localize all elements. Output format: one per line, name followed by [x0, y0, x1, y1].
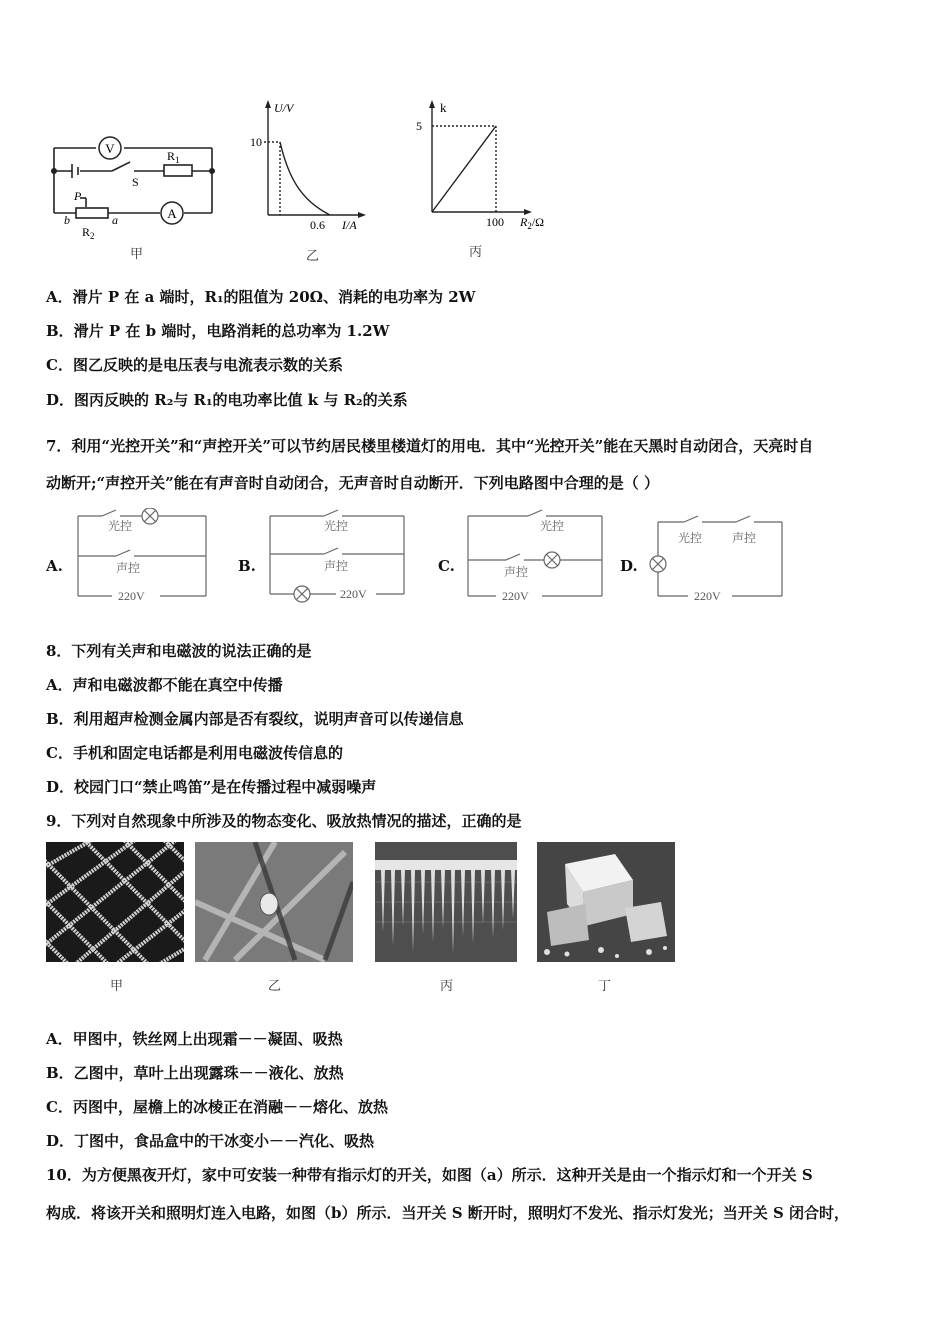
- q9-caption-yi: 乙: [268, 979, 282, 994]
- q10-stem-line1: 10．为方便黑夜开灯，家中可安装一种带有指示灯的开关，如图（a）所示．这种开关是由一个指示灯和一个开关 S: [46, 1166, 813, 1184]
- q7c-sound-switch: 声控: [504, 565, 529, 579]
- q9-option-c: C．丙图中，屋檐上的冰棱正在消融－－熔化、放热: [46, 1098, 388, 1116]
- photo-dry-ice: [537, 842, 675, 962]
- bing-x-axis-label: $R_2/\Omega$: [520, 215, 545, 231]
- q7b-sound-switch: 声控: [324, 559, 349, 573]
- end-a-label: a: [112, 213, 118, 227]
- yi-x-tick: 0.6: [310, 218, 325, 232]
- yi-x-axis-label: I/A: [342, 218, 357, 232]
- q7a-sound-switch: 声控: [116, 561, 141, 575]
- r1-label: $R_1$: [167, 149, 180, 165]
- q8-option-a: A．声和电磁波都不能在真空中传播: [46, 676, 283, 694]
- q8-stem: 8．下列有关声和电磁波的说法正确的是: [46, 642, 312, 660]
- q9-caption-jia: 甲: [110, 979, 124, 994]
- q7-option-a-label: A.: [46, 557, 63, 575]
- q8-option-c: C．手机和固定电话都是利用电磁波传信息的: [46, 744, 343, 762]
- q9-option-a: A．甲图中，铁丝网上出现霜－－凝固、吸热: [46, 1030, 343, 1048]
- end-b-label: b: [64, 213, 70, 227]
- q8-option-b: B．利用超声检测金属内部是否有裂纹，说明声音可以传递信息: [46, 710, 464, 728]
- caption-bing: 丙: [469, 245, 483, 260]
- graph-yi: [244, 98, 370, 238]
- q10-stem-line2: 构成．将该开关和照明灯连入电路，如图（b）所示．当开关 S 断开时，照明灯不发光、指示灯发光；当开关 S 闭合时，: [46, 1204, 850, 1222]
- graph-bing: [408, 98, 558, 238]
- q7-circuit-d: [648, 508, 788, 604]
- q9-option-b: B．乙图中，草叶上出现露珠－－液化、放热: [46, 1064, 344, 1082]
- q7c-supply: 220V: [502, 589, 529, 603]
- q7d-light-switch: 光控: [678, 531, 703, 545]
- r2-label: $R_2$: [82, 225, 95, 240]
- yi-y-axis-label: U/V: [274, 101, 294, 115]
- q7-circuit-a: [72, 508, 212, 604]
- q7b-light-switch: 光控: [324, 519, 349, 533]
- q6-option-a: A．滑片 P 在 a 端时，R₁的阻值为 20Ω、消耗的电功率为 2W: [46, 288, 476, 306]
- voltmeter-label: V: [105, 141, 115, 156]
- q8-option-d: D．校园门口“禁止鸣笛”是在传播过程中减弱噪声: [46, 778, 377, 796]
- q6-option-d: D．图丙反映的 R₂与 R₁的电功率比值 k 与 R₂的关系: [46, 391, 408, 409]
- switch-label: S: [132, 175, 139, 189]
- q9-caption-ding: 丁: [598, 979, 612, 994]
- q7a-supply: 220V: [118, 589, 145, 603]
- q7d-supply: 220V: [694, 589, 721, 603]
- bing-y-tick: 5: [416, 119, 422, 133]
- q7-stem-line1: 7．利用“光控开关”和“声控开关”可以节约居民楼里楼道灯的用电．其中“光控开关”能在天黑时自动闭合，天亮时自: [46, 437, 814, 455]
- slider-label: P: [74, 189, 82, 203]
- q7d-sound-switch: 声控: [732, 531, 757, 545]
- photo-icicles: [375, 842, 517, 962]
- photo-dew-grass: [195, 842, 353, 962]
- ammeter-label: A: [167, 206, 177, 221]
- photo-frost-mesh: [46, 842, 184, 962]
- q7-option-c-label: C.: [438, 557, 455, 575]
- bing-x-tick: 100: [486, 215, 504, 229]
- q7c-light-switch: 光控: [540, 519, 565, 533]
- q7-circuit-b: [264, 508, 408, 604]
- bing-y-axis-label: k: [440, 100, 447, 115]
- q6-option-c: C．图乙反映的是电压表与电流表示数的关系: [46, 356, 343, 374]
- q7-option-d-label: D.: [620, 557, 638, 575]
- caption-yi: 乙: [306, 249, 320, 264]
- q6-option-b: B．滑片 P 在 b 端时，电路消耗的总功率为 1.2W: [46, 322, 390, 340]
- q9-caption-bing: 丙: [440, 979, 454, 994]
- q9-option-d: D．丁图中，食品盒中的干冰变小－－汽化、吸热: [46, 1132, 375, 1150]
- circuit-diagram-jia: [44, 128, 220, 240]
- q7a-light-switch: 光控: [108, 519, 133, 533]
- q9-stem: 9．下列对自然现象中所涉及的物态变化、吸放热情况的描述，正确的是: [46, 812, 522, 830]
- q7-stem-line2: 动断开;“声控开关”能在有声音时自动闭合，无声音时自动断开．下列电路图中合理的是（ ）: [46, 474, 660, 492]
- q7-option-b-label: B.: [238, 557, 256, 575]
- q7-circuit-c: [462, 508, 608, 604]
- caption-jia: 甲: [130, 247, 144, 262]
- q7b-supply: 220V: [340, 587, 367, 601]
- yi-y-tick: 10: [250, 135, 262, 149]
